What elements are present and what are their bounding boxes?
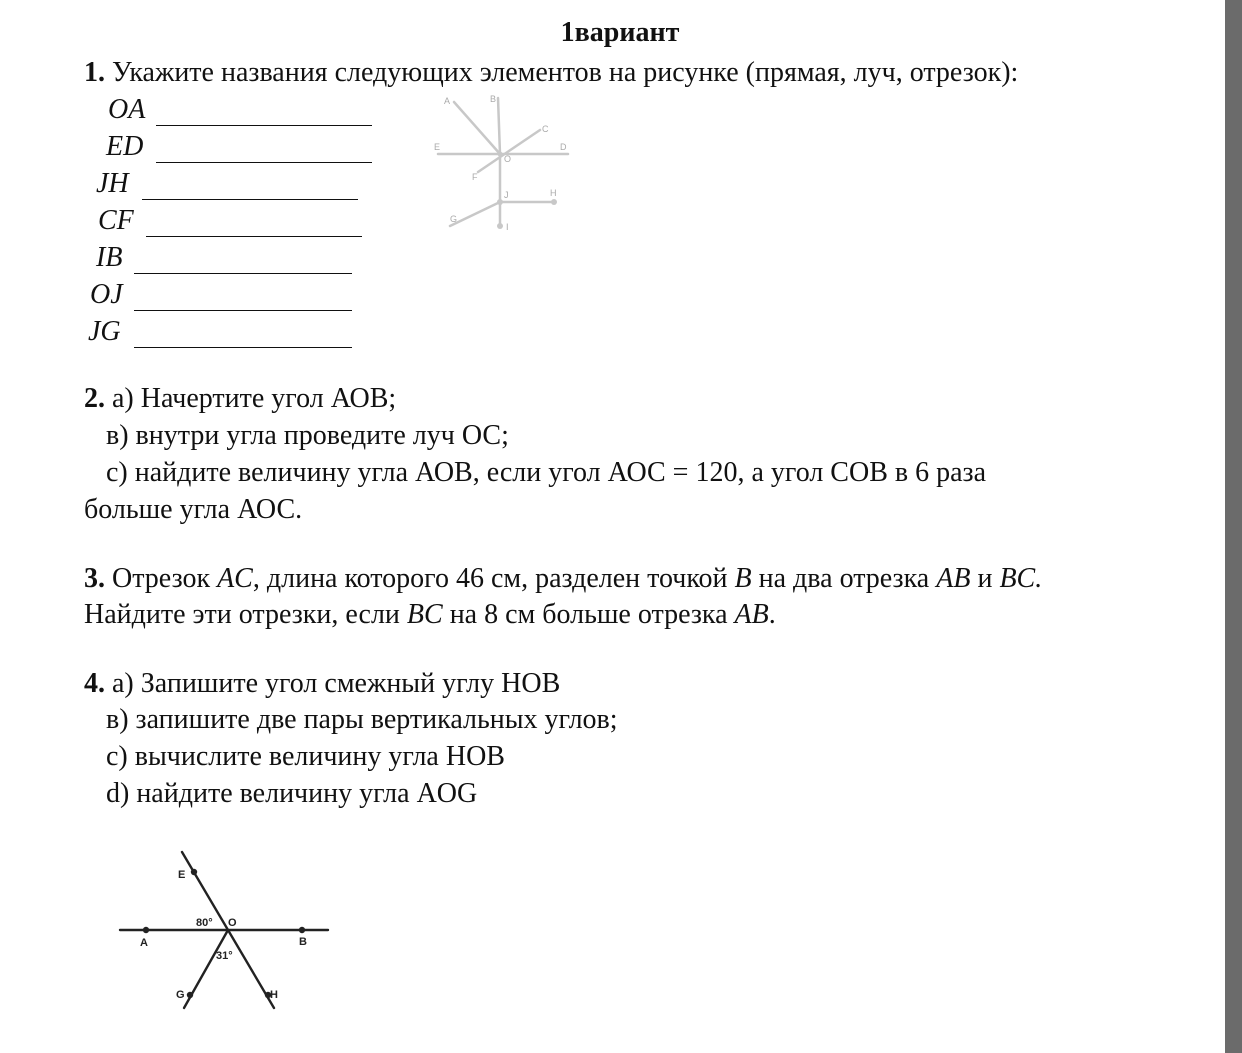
fig1-label-b: B <box>490 94 497 104</box>
task1-figure <box>420 90 580 240</box>
task2-part-a: а) Начертите угол АОВ; <box>105 383 397 414</box>
task2-part-c: с) найдите величину угла АОВ, если угол АОС = 120, а угол СОВ в 6 раза <box>106 457 987 488</box>
task1-heading <box>84 56 1018 90</box>
fig1-label-c: C <box>542 124 549 134</box>
fig1-label-g: G <box>450 214 458 224</box>
fig1-label-a: A <box>444 96 451 106</box>
task1-text: Укажите названия следующих элементов на рисунке (прямая, луч, отрезок): <box>105 57 1019 88</box>
point-g <box>187 992 193 998</box>
task3-seg-ac: AC <box>217 563 253 594</box>
task4-part-d: d) найдите величину угла AOG <box>106 778 478 809</box>
task3-seg-ab: AB <box>936 563 971 594</box>
fig4-label-h: H <box>270 989 278 1001</box>
task4-number: 4. <box>84 668 105 699</box>
point-o <box>498 152 503 157</box>
task3-text-1: Отрезок <box>105 563 218 594</box>
point-i <box>497 223 503 229</box>
task2-line-a <box>84 382 396 416</box>
task3-text-4: и <box>970 563 1000 594</box>
answer-blank-oa[interactable] <box>156 125 372 126</box>
task3-text-2: , длина которого 46 см, разделен точкой <box>252 563 735 594</box>
task4-figure <box>110 840 340 1020</box>
fig1-label-i: I <box>506 222 509 232</box>
task1-item-oj: OJ <box>90 279 123 310</box>
task1-item-ib: IB <box>96 242 123 273</box>
point-a <box>143 927 149 933</box>
task3-point-b: B <box>734 563 752 594</box>
fig1-label-e: E <box>434 142 441 152</box>
task1-item-jg: JG <box>88 316 121 347</box>
line-bo <box>498 98 500 154</box>
answer-blank-ed[interactable] <box>156 162 372 163</box>
task2-part-c-cont: больше угла АОС. <box>84 494 303 525</box>
task4-line-a <box>84 667 560 701</box>
fig1-label-j: J <box>504 190 509 200</box>
point-h <box>551 199 557 205</box>
fig4-label-a: A <box>140 937 148 949</box>
fig4-label-o: O <box>228 917 237 929</box>
point-b <box>299 927 305 933</box>
point-e <box>191 869 197 875</box>
point-j <box>497 199 503 205</box>
task3-seg-bc-2: BC <box>406 599 443 630</box>
task3-text-6: на 8 см больше отрезка <box>442 599 735 630</box>
task3-seg-ab-2: AB <box>734 599 769 630</box>
task1-item-cf: CF <box>98 205 134 236</box>
answer-blank-jh[interactable] <box>142 199 358 200</box>
task3-line-2 <box>84 598 776 632</box>
window-edge <box>1225 0 1242 1053</box>
task2-number: 2. <box>84 383 105 414</box>
task4-part-c: с) вычислите величину угла НОВ <box>106 741 505 772</box>
fig1-label-o: O <box>504 154 512 164</box>
answer-blank-oj[interactable] <box>134 310 352 311</box>
task3-text-5: Найдите эти отрезки, если <box>84 599 407 630</box>
angle-label-top: 80° <box>196 917 213 929</box>
task4-part-a: а) Запишите угол смежный углу НОВ <box>105 668 561 699</box>
task1-item-oa: OA <box>108 94 146 125</box>
fig1-label-h: H <box>550 188 557 198</box>
line-ao <box>454 102 500 154</box>
answer-blank-ib[interactable] <box>134 273 352 274</box>
task3-seg-bc: BC. <box>999 563 1043 594</box>
fig1-label-d: D <box>560 142 567 152</box>
task1-number: 1. <box>84 57 105 88</box>
task3-line-1 <box>84 562 1042 596</box>
fig4-label-b: B <box>299 936 307 948</box>
answer-blank-jg[interactable] <box>134 347 352 348</box>
task4-part-b: в) запишите две пары вертикальных углов; <box>106 704 618 735</box>
line-cf <box>478 130 540 172</box>
task3-number: 3. <box>84 563 105 594</box>
task3-text-3: на два отрезка <box>751 563 937 594</box>
fig1-label-f: F <box>472 172 478 182</box>
fig4-label-g: G <box>176 989 185 1001</box>
task1-item-jh: JH <box>96 168 129 199</box>
task1-item-ed: ED <box>106 131 144 162</box>
task2-part-b: в) внутри угла проведите луч ОС; <box>106 420 509 451</box>
answer-blank-cf[interactable] <box>146 236 362 237</box>
angle-label-bottom: 31° <box>216 950 233 962</box>
line-jg <box>450 202 500 226</box>
fig4-label-e: E <box>178 869 186 881</box>
task3-text-7: . <box>768 599 776 630</box>
page-title: 1вариант <box>560 17 680 48</box>
